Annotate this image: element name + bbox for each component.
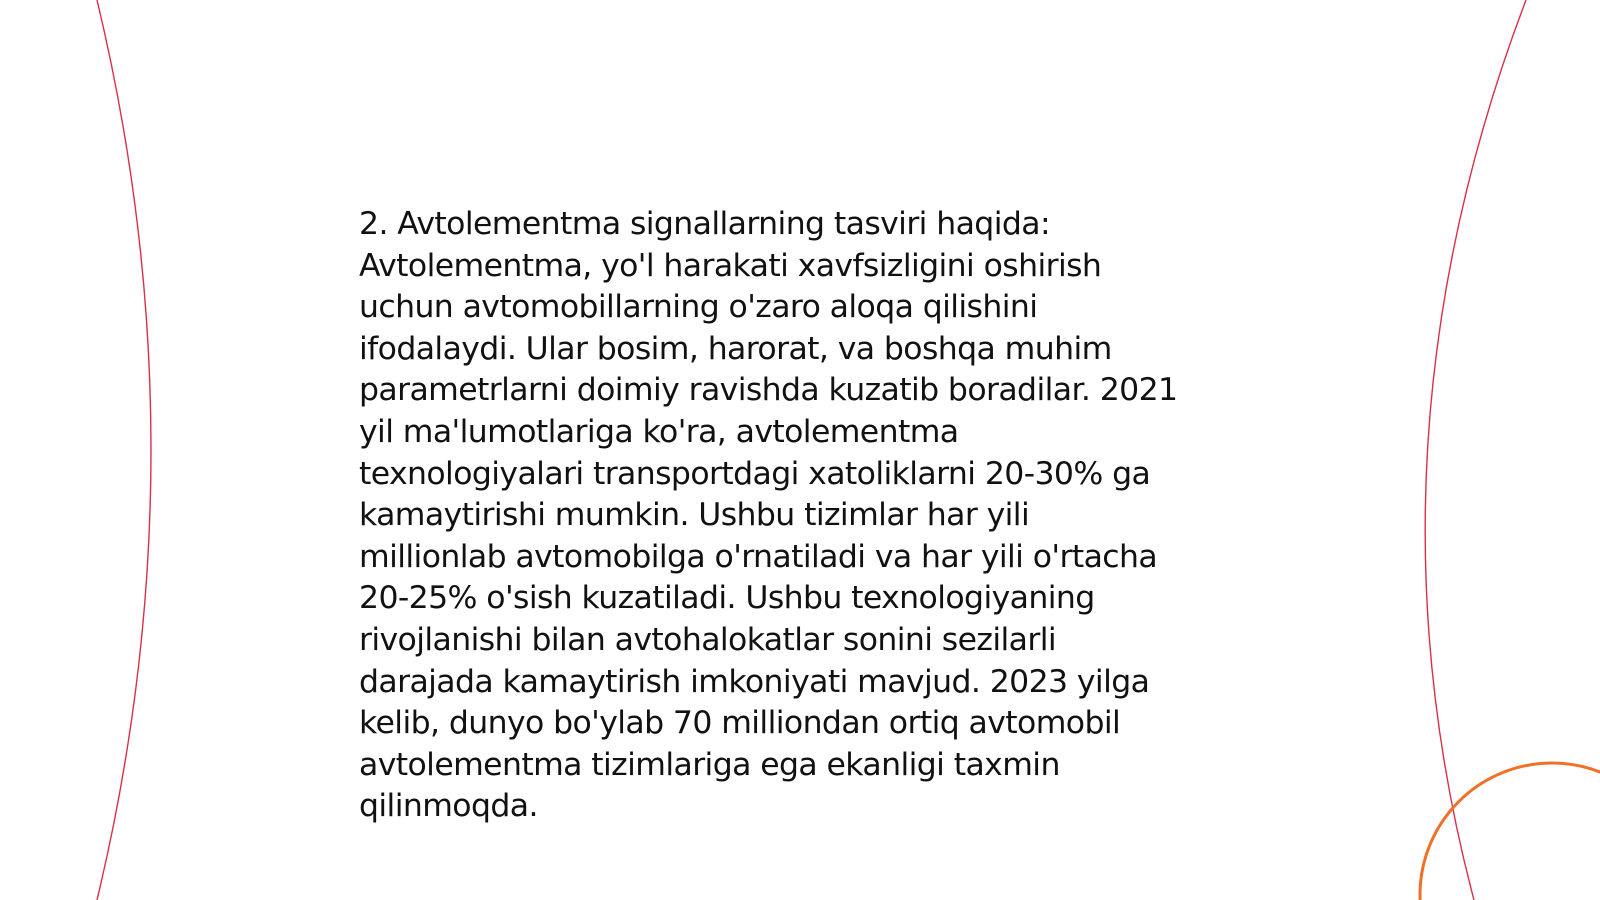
accent-circle — [1420, 763, 1600, 900]
left-arc-line — [97, 0, 151, 900]
right-arc-line — [1425, 0, 1526, 900]
slide-body-text: 2. Avtolementma signallarning tasviri haqida: Avtolementma, yo'l harakati xavfsizligini oshirish uchun avtomobillarning o'zaro aloqa qilishini ifodalaydi. Ular bosim, harorat, va boshqa muhim parametrlarni doimiy ravishda kuzatib boradilar. 2021 yil ma'lumotlariga ko'ra, avtolementma texnologiyalari transportdagi xatoliklarni 20-30% ga kamaytirishi mumkin. Ushbu tizimlar har yili millionlab avtomobilga o'rnatiladi va har yili o'rtacha 20-25% o'sish kuzatiladi. Ushbu texnologiyaning rivojlanishi bilan avtohalokatlar sonini sezilarli darajada kamaytirish imkoniyati mavjud. 2023 yilga kelib, dunyo bo'ylab 70 milliondan ortiq avtomobil avtolementma tizimlariga ega ekanligi taxmin qilinmoqda. — [359, 206, 1178, 825]
